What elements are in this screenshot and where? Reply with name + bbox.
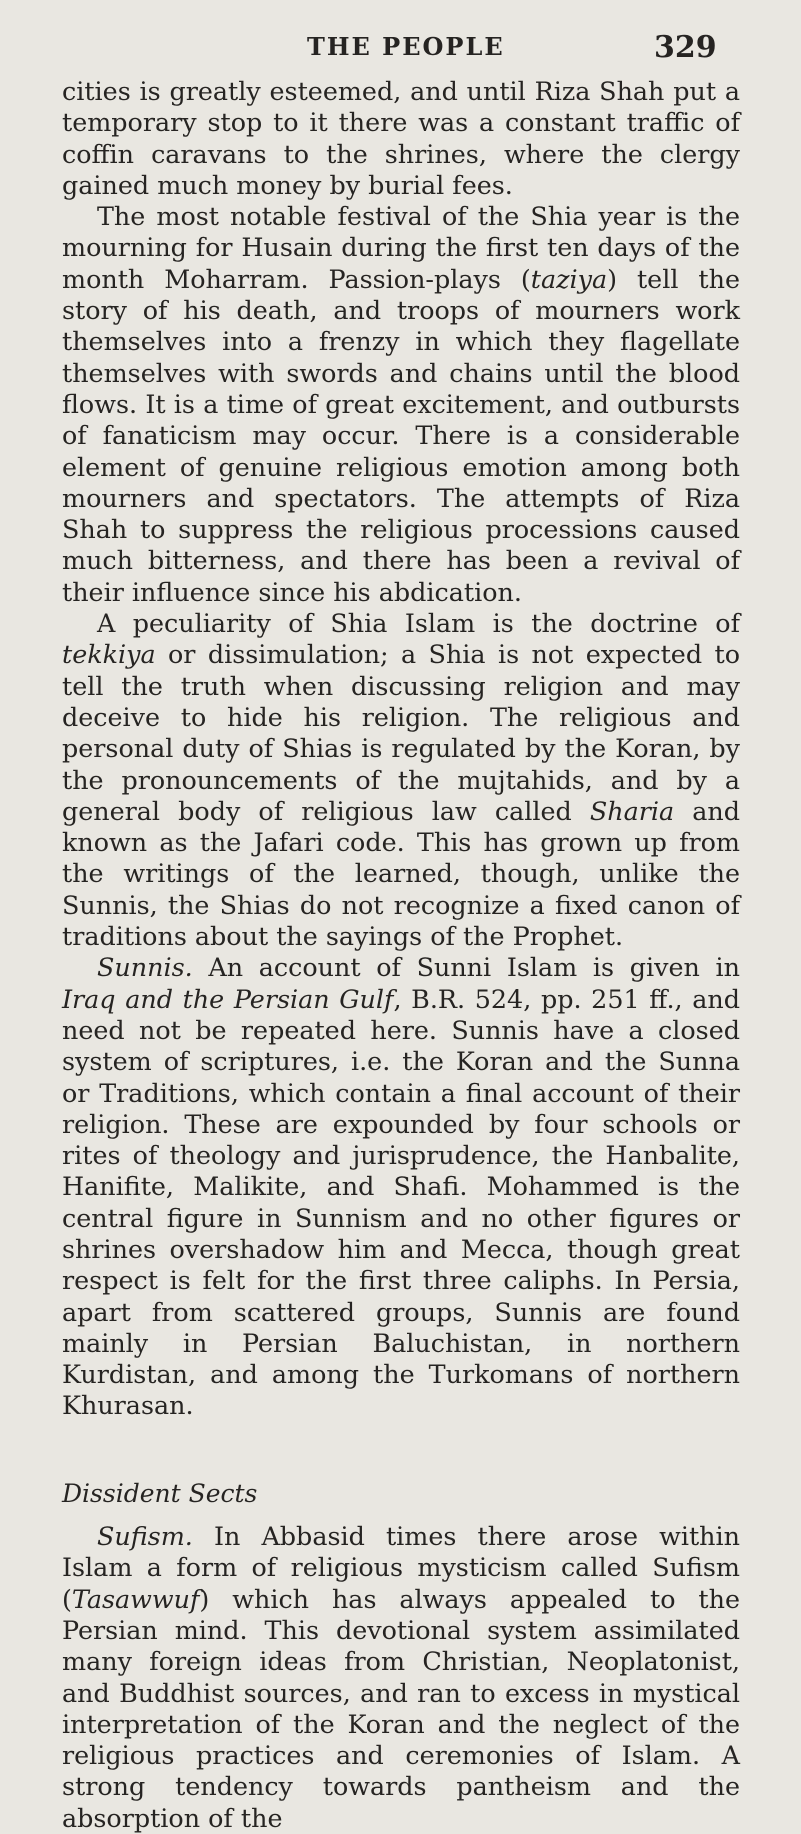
paragraph-sufism	[62, 1521, 740, 1834]
text-span: or dissimulation; a Shia is not expected to tell the truth when discussing religion and may deceive to hide his religion. The religious and personal duty of Shias is regulated by the Koran, by the pronouncements of the mujtahids, and by a general body of religious law called	[62, 639, 740, 826]
body-text	[62, 76, 740, 1834]
paragraph-tekkiya	[62, 608, 740, 952]
italic-term-tekkiya: tekkiya	[62, 639, 156, 670]
run-in-heading-sufism: Sufism.	[97, 1521, 193, 1552]
paragraph-sunnis	[62, 952, 740, 1421]
paragraph-moharram	[62, 201, 740, 608]
running-title: THE PEOPLE	[307, 32, 505, 61]
italic-term-tasawwuf: Tasawwuf	[71, 1583, 200, 1614]
running-header	[0, 32, 801, 72]
text-span: and known as the Jafari code. This has grown up from the writings of the learned, though, unlike the Sunnis, the Shias do not recognize a fixed canon of traditions about the sayings of the Prophet.	[62, 795, 740, 952]
italic-term-taziya: taziya	[530, 263, 608, 294]
paragraph-1: cities is greatly esteemed, and until Riza Shah put a temporary stop to it there was a constant traffic of coffin caravans to the shrines, where the clergy gained much money by burial fees.	[62, 76, 740, 200]
text-span: , B.R. 524, pp. 251 ff., and need not be repeated here. Sunnis have a closed system of scriptures, i.e. the Koran and the Sunna or Traditions, which contain a final account of their religion. These are expounded by four schools or rites of theology and jurisprudence, the Hanbalite, Hanifite, Malikite, and Shafi. Mohammed is the central figure in Sunnism and no other figures or shrines overshadow him and Mecca, though great respect is felt for the first three caliphs. In Persia, apart from scattered groups, Sunnis are found mainly in Persian Baluchistan, in northern Kurdistan, and among the Turkomans of northern Khurasan.	[62, 983, 740, 1421]
section-heading: Dissident Sects	[62, 1478, 258, 1508]
text-span: In Abbasid times there arose within Islam a form of religious mysticism called Sufism (	[62, 1521, 740, 1614]
text-span: The most notable festival of the Shia year is the mourning for Husain during the first ten days of the month Moharram. Passion-plays (	[62, 201, 740, 294]
text-span: A peculiarity of Shia Islam is the doctrine of	[97, 608, 740, 639]
italic-term-sharia: Sharia	[589, 795, 675, 826]
text-span: ) tell the story of his death, and troops of mourners work themselves into a frenzy in which they flagellate themselves with swords and chains until the blood flows. It is a time of great excitement, and outbursts of fanaticism may occur. There is a considerable element of genuine religious emotion among both mourners and spectators. The attempts of Riza Shah to suppress the religious processions caused much bitterness, and there has been a revival of their influence since his abdication.	[62, 263, 740, 607]
page-number: 329	[654, 30, 717, 65]
italic-book-title: Iraq and the Persian Gulf	[62, 983, 394, 1014]
run-in-heading-sunnis: Sunnis.	[97, 952, 193, 983]
text-span: An account of Sunni Islam is given in	[192, 952, 740, 983]
text-span: ) which has always appealed to the Persian mind. This devotional system assimilated many foreign ideas from Christian, Neoplatonist, and Buddhist sources, and ran to excess in mystical interpretation of the Koran and the neglect of the religious practices and ceremonies of Islam. A strong tendency towards pantheism and the absorption of the	[62, 1583, 740, 1833]
